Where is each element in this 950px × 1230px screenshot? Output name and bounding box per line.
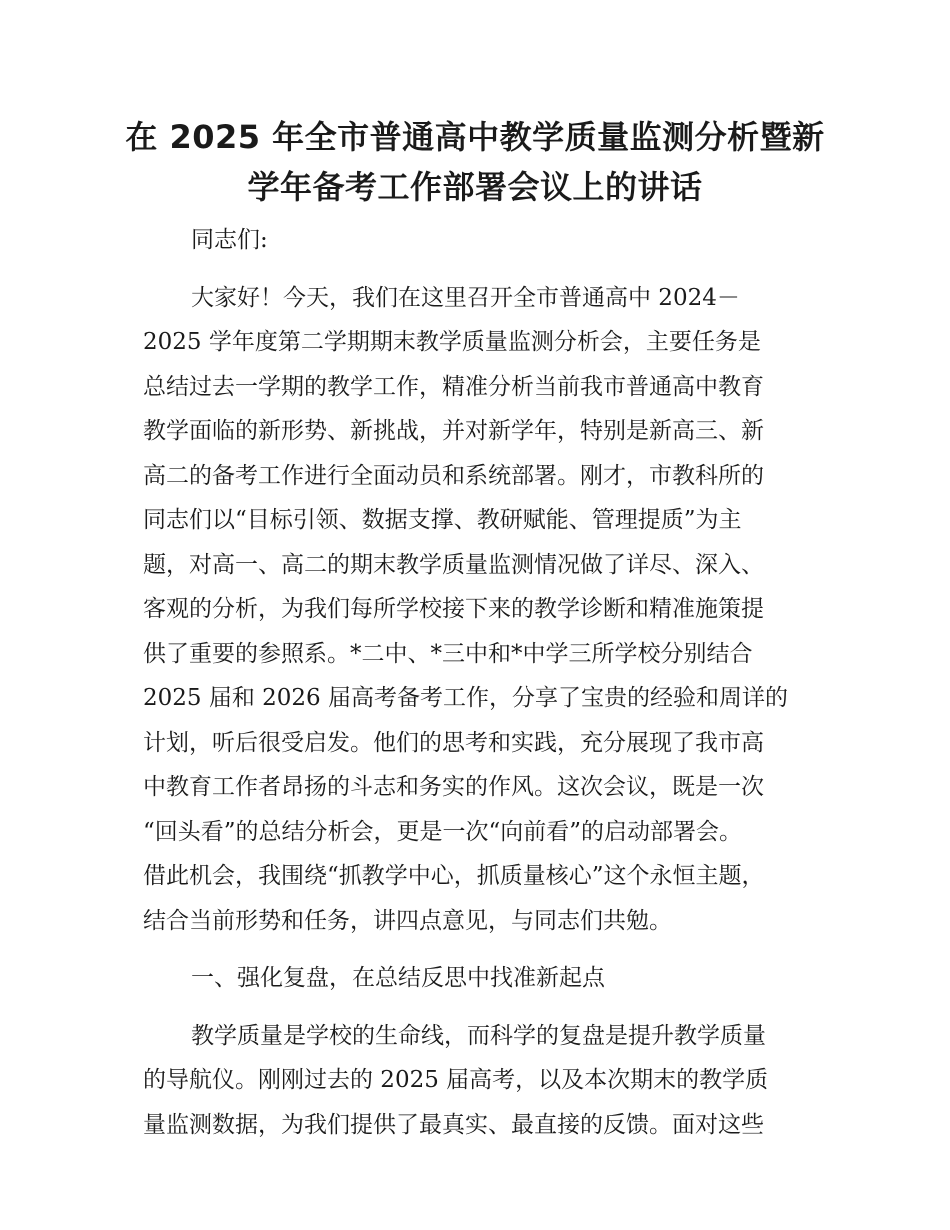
paragraph-line: 客观的分析，为我们每所学校接下来的教学诊断和精准施策提 xyxy=(143,596,764,622)
paragraph-line: 总结过去一学期的教学工作，精准分析当前我市普通高中教育 xyxy=(143,373,764,400)
paragraph-line: 的导航仪。刚刚过去的 2025 届高考，以及本次期末的教学质 xyxy=(143,1067,769,1093)
paragraph-line: 教学质量是学校的生命线，而科学的复盘是提升教学质量 xyxy=(191,1022,766,1049)
salutation: 同志们: xyxy=(191,227,268,253)
paragraph-opening xyxy=(143,276,827,944)
document-title xyxy=(120,112,830,212)
paragraph-line: 题，对高一、高二的期末教学质量监测情况做了详尽、深入、 xyxy=(143,551,764,578)
document-body xyxy=(143,218,827,1147)
paragraph-line: 中教育工作者昂扬的斗志和务实的作风。这次会议，既是一次 xyxy=(143,774,764,800)
paragraph-line: 计划，听后很受启发。他们的思考和实践，充分展现了我市高 xyxy=(143,729,764,756)
title-line-1: 在 2025 年全市普通高中教学质量监测分析暨新 xyxy=(125,118,825,156)
paragraph-line: 借此机会，我围绕“抓教学中心，抓质量核心”这个永恒主题， xyxy=(143,863,765,889)
paragraph-section-1 xyxy=(143,1014,827,1148)
paragraph-line: 同志们以“目标引领、数据支撑、教研赋能、管理提质”为主 xyxy=(143,507,742,533)
paragraph-line: 教学面临的新形势、新挑战，并对新学年，特别是新高三、新 xyxy=(143,418,764,444)
paragraph-line: 大家好！今天，我们在这里召开全市普通高中 2024－ xyxy=(191,284,740,311)
section-heading-1 xyxy=(143,956,827,1001)
paragraph-line: 2025 届和 2026 届高考备考工作，分享了宝贵的经验和周详的 xyxy=(143,685,788,711)
paragraph-line: 2025 学年度第二学期期末教学质量监测分析会，主要任务是 xyxy=(143,329,761,355)
salutation-paragraph xyxy=(143,218,827,263)
section-heading-text: 一、强化复盘，在总结反思中找准新起点 xyxy=(191,965,605,991)
paragraph-line: 结合当前形势和任务，讲四点意见，与同志们共勉。 xyxy=(143,907,672,934)
paragraph-line: 供了重要的参照系。*二中、*三中和*中学三所学校分别结合 xyxy=(143,640,753,667)
paragraph-line: 量监测数据，为我们提供了最真实、最直接的反馈。面对这些 xyxy=(143,1111,764,1138)
title-line-2: 学年备考工作部署会议上的讲话 xyxy=(247,168,703,206)
paragraph-line: 高二的备考工作进行全面动员和系统部署。刚才，市教科所的 xyxy=(143,462,764,489)
paragraph-line: “回头看”的总结分析会，更是一次“向前看”的启动部署会。 xyxy=(143,818,743,845)
